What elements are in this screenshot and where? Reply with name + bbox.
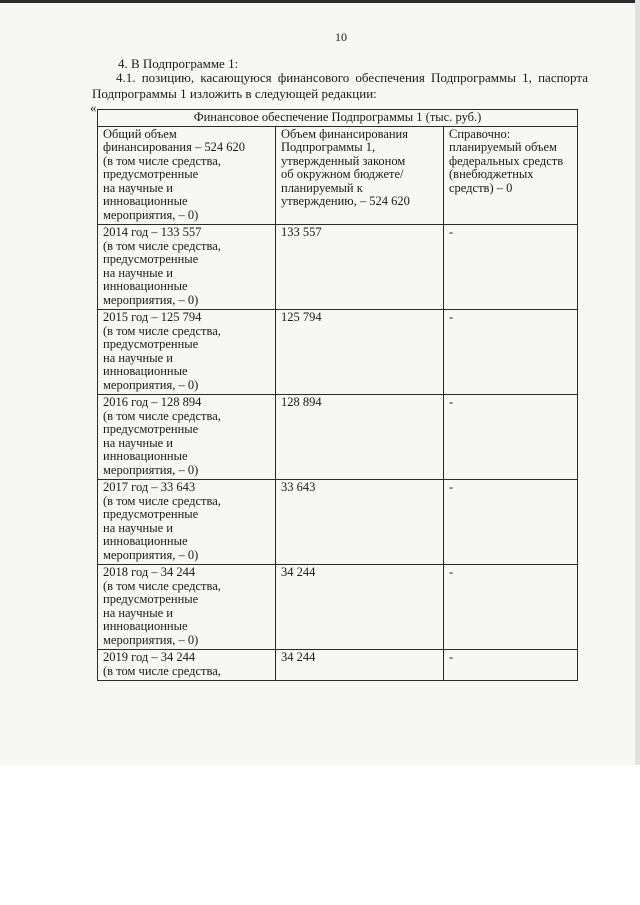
table-row <box>98 480 578 565</box>
scan-right-edge <box>635 0 640 765</box>
year-total-cell: 2016 год – 128 894 (в том числе средства, предусмотренные на научные и инновационные мероприятия, – 0) <box>98 395 276 480</box>
table-header-row <box>98 126 578 225</box>
instruction-paragraph: 4.1. позицию, касающуюся финансового обеспечения Подпрограммы 1, паспорта Подпрограммы 1 изложить в следующей редакции: <box>92 70 588 101</box>
federal-amount-cell: - <box>444 225 578 310</box>
year-total-cell: 2017 год – 33 643 (в том числе средства, предусмотренные на научные и инновационные мероприятия, – 0) <box>98 480 276 565</box>
federal-amount-cell: - <box>444 310 578 395</box>
budget-amount-cell: 33 643 <box>276 480 444 565</box>
table-row <box>98 395 578 480</box>
budget-amount-cell: 125 794 <box>276 310 444 395</box>
table-row <box>98 310 578 395</box>
federal-amount-cell: - <box>444 565 578 650</box>
budget-amount-cell: 128 894 <box>276 395 444 480</box>
budget-amount-cell: 34 244 <box>276 650 444 681</box>
financing-table <box>97 109 578 681</box>
table-caption-row <box>98 110 578 127</box>
federal-amount-cell: - <box>444 395 578 480</box>
year-total-cell: 2019 год – 34 244 (в том числе средства, <box>98 650 276 681</box>
federal-amount-cell: - <box>444 650 578 681</box>
scan-top-edge <box>0 0 640 3</box>
table-row <box>98 225 578 310</box>
table-row <box>98 650 578 681</box>
budget-amount-cell: 133 557 <box>276 225 444 310</box>
table-row <box>98 565 578 650</box>
page-number: 10 <box>335 30 347 44</box>
budget-amount-cell: 34 244 <box>276 565 444 650</box>
year-total-cell: 2014 год – 133 557 (в том числе средства, предусмотренные на научные и инновационные мероприятия, – 0) <box>98 225 276 310</box>
section-heading: 4. В Подпрограмме 1: <box>118 56 239 71</box>
year-total-cell: 2018 год – 34 244 (в том числе средства, предусмотренные на научные и инновационные мероприятия, – 0) <box>98 565 276 650</box>
opening-quote: « <box>90 100 97 115</box>
year-total-cell: 2015 год – 125 794 (в том числе средства, предусмотренные на научные и инновационные мероприятия, – 0) <box>98 310 276 395</box>
header-federal-funds: Справочно: планируемый объем федеральных средств (внебюджетных средств) – 0 <box>444 126 578 225</box>
header-total-financing: Общий объем финансирования – 524 620 (в том числе средства, предусмотренные на научные и инновационные мероприятия, – 0) <box>98 126 276 225</box>
table-caption: Финансовое обеспечение Подпрограммы 1 (тыс. руб.) <box>98 110 578 127</box>
header-approved-budget: Объем финансирования Подпрограммы 1, утвержденный законом об окружном бюджете/ планируемый к утверждению, – 524 620 <box>276 126 444 225</box>
federal-amount-cell: - <box>444 480 578 565</box>
